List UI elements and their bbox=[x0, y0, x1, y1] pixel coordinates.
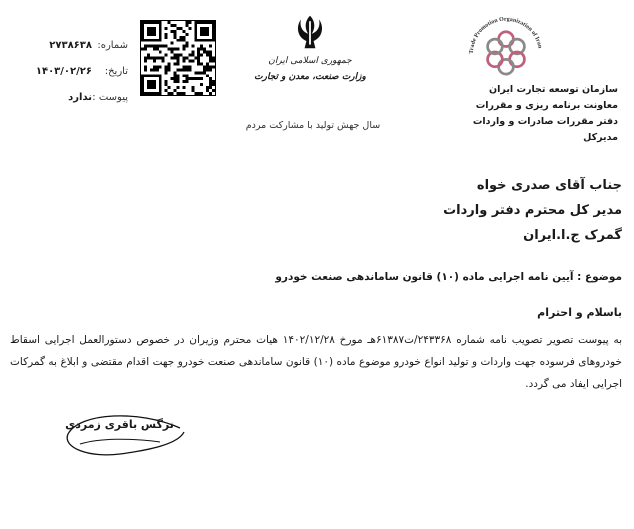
qr-code bbox=[140, 20, 216, 96]
iran-emblem-icon bbox=[292, 12, 328, 52]
letter-date-value: ۱۴۰۳/۰۲/۲۶ bbox=[35, 66, 92, 77]
letter-attachment bbox=[8, 92, 128, 112]
letter-date-label: تاریخ: bbox=[104, 66, 128, 77]
gov-line-2: وزارت صنعت، معدن و تجارت bbox=[254, 72, 366, 82]
letter-number bbox=[8, 40, 128, 60]
letter-number-value: ۲۷۳۸۶۳۸ bbox=[49, 40, 92, 51]
year-slogan: سال جهش تولید با مشارکت مردم bbox=[245, 120, 381, 131]
letter-attachment-label: پیوست : bbox=[92, 92, 128, 103]
letter-number-label: شماره: bbox=[97, 40, 128, 51]
gov-line-1: جمهوری اسلامی ایران bbox=[268, 56, 352, 66]
addressee-org: گمرک ج.ا.ایران bbox=[523, 228, 622, 243]
org-line-2: معاونت برنامه ریزی و مقررات bbox=[475, 100, 618, 111]
addressee-name: جناب آقای صدری خواه bbox=[476, 178, 622, 193]
svg-text:Trade Promotion Organization o bbox=[469, 17, 543, 54]
letter-body: به پیوست تصویر تصویب نامه شماره ۲۴۳۳۶۸/ت۶۱۳۸۷هـ مورخ ۱۴۰۲/۱۲/۲۸ هیات محترم وزیران در خصوص دستورالعمل اجرایی اسقاط خودروهای فرسوده جهت واردات و تولید انواع خودرو موضوع ماده (۱۰) قانون ساماندهی صنعت خودرو جهت اقدام مقتضی و ابلاغ به گمرکات اجرایی ایفاد می گردد. bbox=[10, 334, 623, 390]
letter-date bbox=[8, 66, 128, 86]
letter-subject: موضوع : آیین نامه اجرایی ماده (۱۰) قانون ساماندهی صنعت خودرو bbox=[275, 271, 622, 283]
signature-scribble bbox=[60, 408, 190, 464]
signatory-name: نرگس باقری زمردی bbox=[65, 418, 174, 431]
org-line-4: مدیرکل bbox=[583, 132, 618, 143]
org-line-3: دفتر مقررات صادرات و واردات bbox=[472, 116, 618, 127]
addressee-title: مدیر کل محترم دفتر واردات bbox=[443, 203, 622, 218]
salutation: باسلام و احترام bbox=[537, 306, 622, 319]
letter-attachment-value: ندارد bbox=[68, 92, 92, 103]
logo-ring-text: Trade Promotion Organization of Iran bbox=[468, 16, 543, 54]
org-line-1: سازمان توسعه تجارت ایران bbox=[489, 84, 618, 95]
